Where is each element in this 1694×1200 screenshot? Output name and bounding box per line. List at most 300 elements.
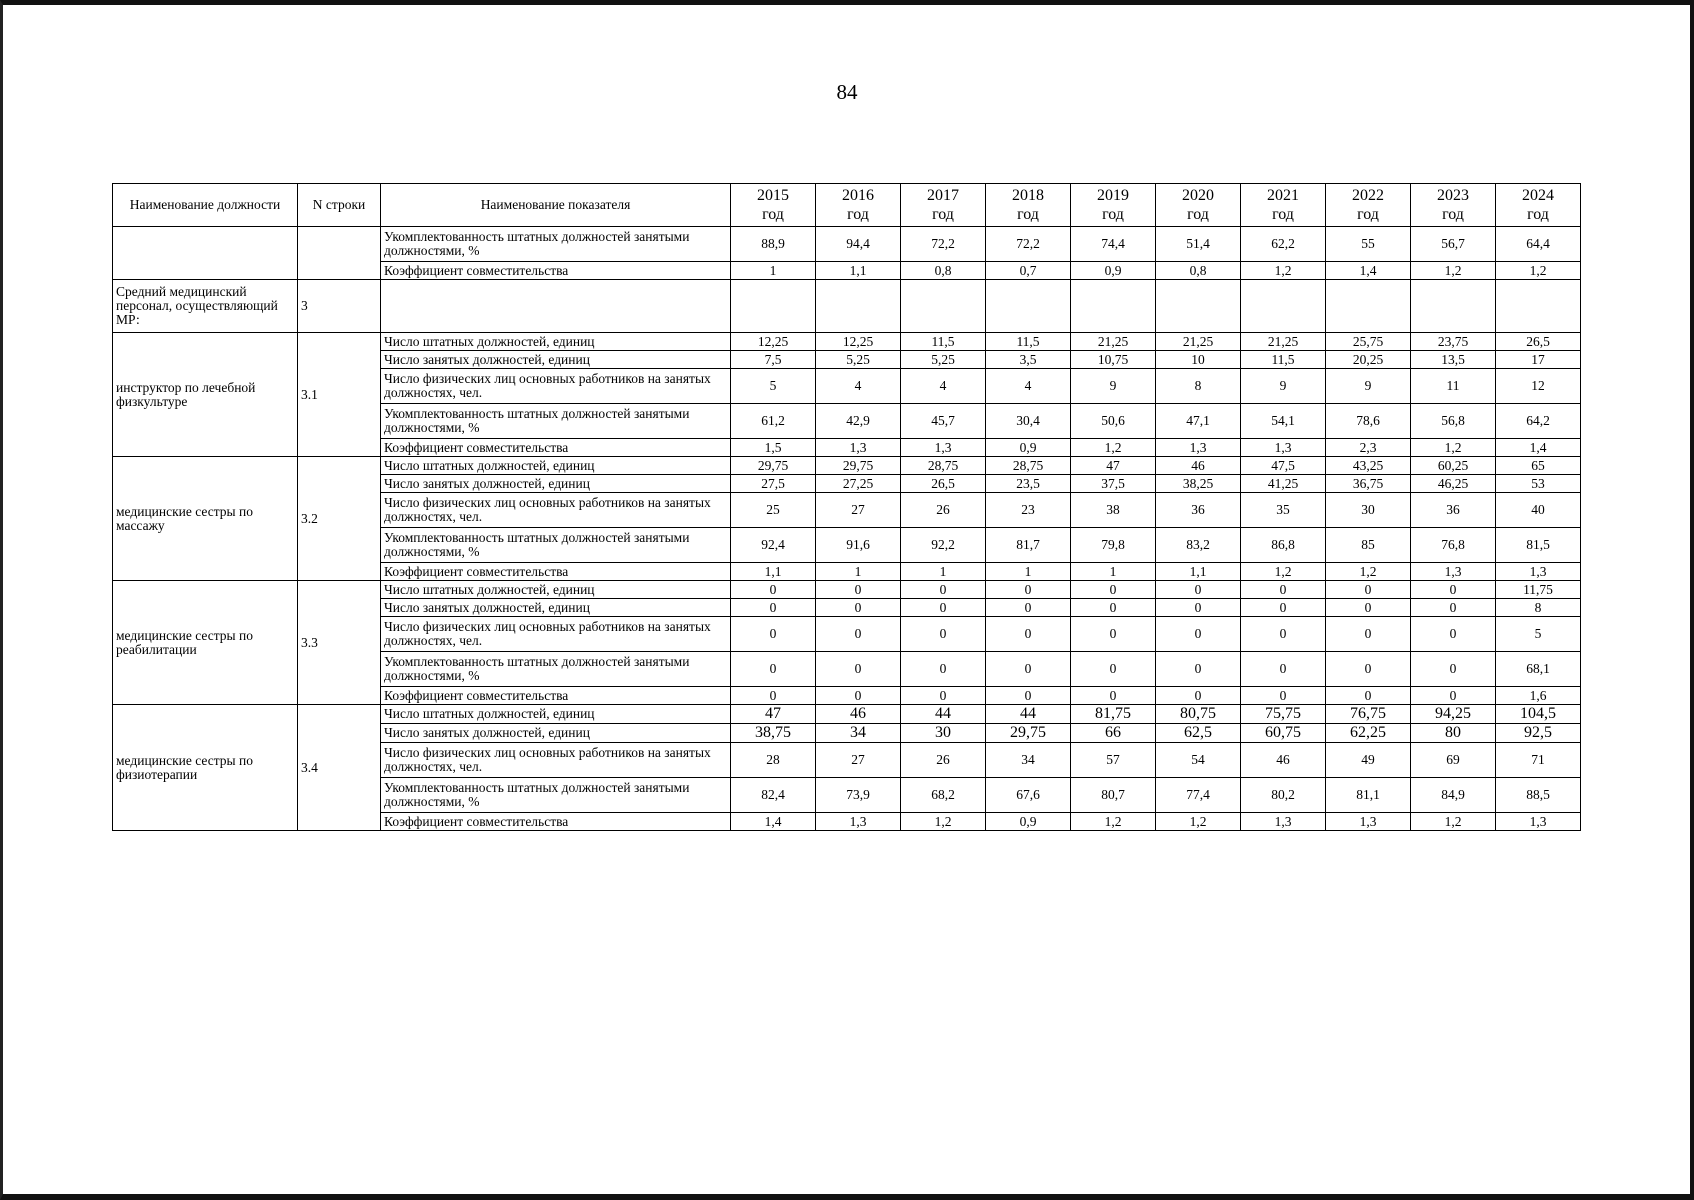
value-cell-2015: 12,25	[731, 333, 816, 351]
value-cell-2017: 26,5	[901, 475, 986, 493]
value-cell-2023	[1411, 280, 1496, 333]
header-year-value: 2015	[757, 186, 789, 204]
value-cell-2017: 5,25	[901, 351, 986, 369]
value-cell-2019: 0	[1071, 617, 1156, 652]
value-cell-2015: 0	[731, 581, 816, 599]
value-cell-2018	[986, 280, 1071, 333]
value-cell-2018: 3,5	[986, 351, 1071, 369]
position-cell: инструктор по лечебной физкультуре	[113, 333, 298, 457]
value-cell-2024: 71	[1496, 743, 1581, 778]
header-year-unit: год	[932, 206, 954, 223]
value-cell-2015: 92,4	[731, 528, 816, 563]
value-cell-2016: 27	[816, 743, 901, 778]
value-cell-2020: 62,5	[1156, 724, 1241, 743]
indicator-cell	[381, 280, 731, 333]
value-cell-2019: 0	[1071, 687, 1156, 705]
value-cell-2018: 0	[986, 687, 1071, 705]
value-cell-2018: 4	[986, 369, 1071, 404]
value-cell-2020: 77,4	[1156, 778, 1241, 813]
value-cell-2019: 47	[1071, 457, 1156, 475]
value-cell-2024: 1,3	[1496, 563, 1581, 581]
value-cell-2021: 0	[1241, 581, 1326, 599]
value-cell-2023: 0	[1411, 617, 1496, 652]
value-cell-2019	[1071, 280, 1156, 333]
staffing-table	[112, 183, 1581, 831]
line-number-cell: 3.4	[298, 705, 381, 831]
value-cell-2018: 0,9	[986, 439, 1071, 457]
value-cell-2023: 1,2	[1411, 439, 1496, 457]
value-cell-2017: 4	[901, 369, 986, 404]
header-year-2019	[1071, 184, 1156, 227]
table-row	[113, 457, 1581, 475]
value-cell-2023: 11	[1411, 369, 1496, 404]
line-number-cell	[298, 227, 381, 280]
header-indicator: Наименование показателя	[381, 184, 731, 227]
value-cell-2020: 1,3	[1156, 439, 1241, 457]
value-cell-2019: 38	[1071, 493, 1156, 528]
value-cell-2017: 0,8	[901, 262, 986, 280]
value-cell-2022: 85	[1326, 528, 1411, 563]
header-year-value: 2019	[1097, 186, 1129, 204]
header-year-value: 2017	[927, 186, 959, 204]
value-cell-2022: 62,25	[1326, 724, 1411, 743]
value-cell-2020: 21,25	[1156, 333, 1241, 351]
value-cell-2024: 5	[1496, 617, 1581, 652]
value-cell-2017: 0	[901, 599, 986, 617]
indicator-cell: Число штатных должностей, единиц	[381, 333, 731, 351]
indicator-cell: Число штатных должностей, единиц	[381, 457, 731, 475]
value-cell-2015: 38,75	[731, 724, 816, 743]
value-cell-2023: 46,25	[1411, 475, 1496, 493]
value-cell-2019: 80,7	[1071, 778, 1156, 813]
header-position: Наименование должности	[113, 184, 298, 227]
table-row	[113, 705, 1581, 724]
value-cell-2024: 17	[1496, 351, 1581, 369]
value-cell-2019: 0	[1071, 581, 1156, 599]
value-cell-2018: 0,9	[986, 813, 1071, 831]
value-cell-2020: 38,25	[1156, 475, 1241, 493]
value-cell-2017: 72,2	[901, 227, 986, 262]
table-row	[113, 227, 1581, 262]
value-cell-2022: 43,25	[1326, 457, 1411, 475]
value-cell-2017: 26	[901, 743, 986, 778]
value-cell-2018: 0	[986, 581, 1071, 599]
value-cell-2022: 1,3	[1326, 813, 1411, 831]
value-cell-2017: 68,2	[901, 778, 986, 813]
indicator-cell: Коэффициент совместительства	[381, 439, 731, 457]
value-cell-2015	[731, 280, 816, 333]
value-cell-2023: 1,3	[1411, 563, 1496, 581]
header-year-2024	[1496, 184, 1581, 227]
header-year-2015	[731, 184, 816, 227]
value-cell-2020: 1,1	[1156, 563, 1241, 581]
header-year-2020	[1156, 184, 1241, 227]
value-cell-2016: 1	[816, 563, 901, 581]
value-cell-2024: 11,75	[1496, 581, 1581, 599]
value-cell-2016: 42,9	[816, 404, 901, 439]
value-cell-2021: 54,1	[1241, 404, 1326, 439]
header-year-unit: год	[1527, 206, 1549, 223]
header-year-value: 2022	[1352, 186, 1384, 204]
value-cell-2019: 0	[1071, 652, 1156, 687]
value-cell-2021: 35	[1241, 493, 1326, 528]
value-cell-2023: 0	[1411, 687, 1496, 705]
value-cell-2023: 56,7	[1411, 227, 1496, 262]
value-cell-2023: 60,25	[1411, 457, 1496, 475]
value-cell-2021: 62,2	[1241, 227, 1326, 262]
value-cell-2018: 0	[986, 599, 1071, 617]
value-cell-2016: 5,25	[816, 351, 901, 369]
value-cell-2024: 1,4	[1496, 439, 1581, 457]
value-cell-2017	[901, 280, 986, 333]
value-cell-2015: 82,4	[731, 778, 816, 813]
value-cell-2021: 80,2	[1241, 778, 1326, 813]
value-cell-2024: 40	[1496, 493, 1581, 528]
value-cell-2019: 74,4	[1071, 227, 1156, 262]
header-year-unit: год	[1442, 206, 1464, 223]
value-cell-2024: 8	[1496, 599, 1581, 617]
value-cell-2022: 1,2	[1326, 563, 1411, 581]
value-cell-2024: 68,1	[1496, 652, 1581, 687]
value-cell-2015: 47	[731, 705, 816, 724]
value-cell-2019: 37,5	[1071, 475, 1156, 493]
value-cell-2022: 20,25	[1326, 351, 1411, 369]
value-cell-2021: 0	[1241, 652, 1326, 687]
value-cell-2020: 1,2	[1156, 813, 1241, 831]
value-cell-2017: 30	[901, 724, 986, 743]
table-header	[113, 184, 1581, 227]
value-cell-2018: 1	[986, 563, 1071, 581]
position-cell: медицинские сестры по физиотерапии	[113, 705, 298, 831]
value-cell-2021: 1,3	[1241, 439, 1326, 457]
header-year-value: 2018	[1012, 186, 1044, 204]
value-cell-2019: 0,9	[1071, 262, 1156, 280]
value-cell-2016: 34	[816, 724, 901, 743]
line-number-cell: 3	[298, 280, 381, 333]
value-cell-2020: 0	[1156, 581, 1241, 599]
value-cell-2016: 27,25	[816, 475, 901, 493]
value-cell-2022: 76,75	[1326, 705, 1411, 724]
indicator-cell: Укомплектованность штатных должностей занятыми должностями, %	[381, 652, 731, 687]
value-cell-2018: 0,7	[986, 262, 1071, 280]
value-cell-2023: 84,9	[1411, 778, 1496, 813]
value-cell-2024: 1,2	[1496, 262, 1581, 280]
value-cell-2017: 44	[901, 705, 986, 724]
value-cell-2015: 61,2	[731, 404, 816, 439]
value-cell-2016: 1,3	[816, 439, 901, 457]
value-cell-2024: 81,5	[1496, 528, 1581, 563]
value-cell-2019: 1,2	[1071, 439, 1156, 457]
indicator-cell: Число физических лиц основных работников на занятых должностях, чел.	[381, 617, 731, 652]
value-cell-2018: 67,6	[986, 778, 1071, 813]
value-cell-2021: 0	[1241, 617, 1326, 652]
header-line-no: N строки	[298, 184, 381, 227]
indicator-cell: Коэффициент совместительства	[381, 262, 731, 280]
value-cell-2024: 104,5	[1496, 705, 1581, 724]
indicator-cell: Число физических лиц основных работников на занятых должностях, чел.	[381, 369, 731, 404]
value-cell-2022: 30	[1326, 493, 1411, 528]
table-row	[113, 333, 1581, 351]
value-cell-2021: 41,25	[1241, 475, 1326, 493]
value-cell-2016: 0	[816, 617, 901, 652]
value-cell-2023: 69	[1411, 743, 1496, 778]
value-cell-2023: 80	[1411, 724, 1496, 743]
value-cell-2018: 34	[986, 743, 1071, 778]
value-cell-2015: 0	[731, 599, 816, 617]
value-cell-2021: 0	[1241, 599, 1326, 617]
value-cell-2017: 0	[901, 652, 986, 687]
line-number-cell: 3.1	[298, 333, 381, 457]
position-cell: медицинские сестры по массажу	[113, 457, 298, 581]
indicator-cell: Число штатных должностей, единиц	[381, 581, 731, 599]
header-year-value: 2016	[842, 186, 874, 204]
value-cell-2015: 1	[731, 262, 816, 280]
indicator-cell: Число физических лиц основных работников на занятых должностях, чел.	[381, 493, 731, 528]
value-cell-2016: 46	[816, 705, 901, 724]
value-cell-2021: 75,75	[1241, 705, 1326, 724]
value-cell-2020: 0	[1156, 652, 1241, 687]
value-cell-2015: 25	[731, 493, 816, 528]
value-cell-2020: 51,4	[1156, 227, 1241, 262]
value-cell-2021: 0	[1241, 687, 1326, 705]
value-cell-2020: 0	[1156, 687, 1241, 705]
value-cell-2018: 29,75	[986, 724, 1071, 743]
value-cell-2018: 30,4	[986, 404, 1071, 439]
value-cell-2016: 73,9	[816, 778, 901, 813]
value-cell-2022: 0	[1326, 617, 1411, 652]
value-cell-2021: 21,25	[1241, 333, 1326, 351]
value-cell-2021: 1,2	[1241, 563, 1326, 581]
value-cell-2016: 1,3	[816, 813, 901, 831]
value-cell-2016: 94,4	[816, 227, 901, 262]
header-year-2021	[1241, 184, 1326, 227]
table-row	[113, 581, 1581, 599]
value-cell-2020: 46	[1156, 457, 1241, 475]
value-cell-2021: 60,75	[1241, 724, 1326, 743]
value-cell-2024: 65	[1496, 457, 1581, 475]
value-cell-2017: 1	[901, 563, 986, 581]
value-cell-2019: 66	[1071, 724, 1156, 743]
value-cell-2015: 0	[731, 687, 816, 705]
value-cell-2016: 0	[816, 687, 901, 705]
value-cell-2022: 36,75	[1326, 475, 1411, 493]
value-cell-2022: 0	[1326, 581, 1411, 599]
value-cell-2015: 5	[731, 369, 816, 404]
header-year-value: 2020	[1182, 186, 1214, 204]
indicator-cell: Укомплектованность штатных должностей занятыми должностями, %	[381, 404, 731, 439]
value-cell-2019: 81,75	[1071, 705, 1156, 724]
value-cell-2019: 57	[1071, 743, 1156, 778]
value-cell-2016: 91,6	[816, 528, 901, 563]
value-cell-2019: 0	[1071, 599, 1156, 617]
value-cell-2015: 27,5	[731, 475, 816, 493]
value-cell-2017: 0	[901, 581, 986, 599]
header-year-unit: год	[1102, 206, 1124, 223]
value-cell-2017: 1,3	[901, 439, 986, 457]
value-cell-2015: 28	[731, 743, 816, 778]
value-cell-2016: 29,75	[816, 457, 901, 475]
value-cell-2020	[1156, 280, 1241, 333]
value-cell-2016	[816, 280, 901, 333]
value-cell-2021: 11,5	[1241, 351, 1326, 369]
value-cell-2020: 80,75	[1156, 705, 1241, 724]
indicator-cell: Укомплектованность штатных должностей занятыми должностями, %	[381, 528, 731, 563]
indicator-cell: Число штатных должностей, единиц	[381, 705, 731, 724]
header-year-unit: год	[847, 206, 869, 223]
value-cell-2017: 28,75	[901, 457, 986, 475]
value-cell-2024: 92,5	[1496, 724, 1581, 743]
value-cell-2019: 9	[1071, 369, 1156, 404]
value-cell-2024: 1,6	[1496, 687, 1581, 705]
value-cell-2020: 54	[1156, 743, 1241, 778]
value-cell-2021: 9	[1241, 369, 1326, 404]
value-cell-2019: 1,2	[1071, 813, 1156, 831]
value-cell-2024: 12	[1496, 369, 1581, 404]
value-cell-2019: 10,75	[1071, 351, 1156, 369]
value-cell-2015: 0	[731, 617, 816, 652]
indicator-cell: Коэффициент совместительства	[381, 687, 731, 705]
value-cell-2022: 0	[1326, 652, 1411, 687]
indicator-cell: Укомплектованность штатных должностей занятыми должностями, %	[381, 778, 731, 813]
value-cell-2020: 0,8	[1156, 262, 1241, 280]
table-row	[113, 280, 1581, 333]
value-cell-2019: 79,8	[1071, 528, 1156, 563]
header-year-unit: год	[1272, 206, 1294, 223]
value-cell-2018: 0	[986, 617, 1071, 652]
value-cell-2022: 1,4	[1326, 262, 1411, 280]
line-number-cell: 3.2	[298, 457, 381, 581]
value-cell-2021: 46	[1241, 743, 1326, 778]
value-cell-2018: 44	[986, 705, 1071, 724]
value-cell-2020: 36	[1156, 493, 1241, 528]
value-cell-2023: 76,8	[1411, 528, 1496, 563]
value-cell-2018: 81,7	[986, 528, 1071, 563]
header-year-2017	[901, 184, 986, 227]
header-year-value: 2024	[1522, 186, 1554, 204]
value-cell-2018: 23,5	[986, 475, 1071, 493]
value-cell-2016: 4	[816, 369, 901, 404]
value-cell-2019: 1	[1071, 563, 1156, 581]
value-cell-2021	[1241, 280, 1326, 333]
value-cell-2020: 83,2	[1156, 528, 1241, 563]
value-cell-2015: 1,1	[731, 563, 816, 581]
indicator-cell: Число занятых должностей, единиц	[381, 599, 731, 617]
value-cell-2021: 86,8	[1241, 528, 1326, 563]
value-cell-2017: 1,2	[901, 813, 986, 831]
value-cell-2015: 0	[731, 652, 816, 687]
value-cell-2022: 55	[1326, 227, 1411, 262]
indicator-cell: Коэффициент совместительства	[381, 813, 731, 831]
value-cell-2015: 1,5	[731, 439, 816, 457]
indicator-cell: Число занятых должностей, единиц	[381, 724, 731, 743]
header-year-unit: год	[1187, 206, 1209, 223]
table-body	[113, 227, 1581, 831]
position-cell	[113, 227, 298, 280]
value-cell-2022: 49	[1326, 743, 1411, 778]
value-cell-2022: 78,6	[1326, 404, 1411, 439]
value-cell-2023: 1,2	[1411, 813, 1496, 831]
value-cell-2024: 53	[1496, 475, 1581, 493]
value-cell-2024: 64,4	[1496, 227, 1581, 262]
value-cell-2021: 47,5	[1241, 457, 1326, 475]
value-cell-2015: 88,9	[731, 227, 816, 262]
position-cell: медицинские сестры по реабилитации	[113, 581, 298, 705]
header-year-unit: год	[1017, 206, 1039, 223]
value-cell-2024: 88,5	[1496, 778, 1581, 813]
value-cell-2017: 26	[901, 493, 986, 528]
value-cell-2024: 64,2	[1496, 404, 1581, 439]
value-cell-2017: 0	[901, 617, 986, 652]
value-cell-2016: 1,1	[816, 262, 901, 280]
value-cell-2022	[1326, 280, 1411, 333]
page-number: 84	[836, 80, 858, 104]
value-cell-2020: 0	[1156, 599, 1241, 617]
header-year-value: 2023	[1437, 186, 1469, 204]
indicator-cell: Число занятых должностей, единиц	[381, 351, 731, 369]
value-cell-2020: 10	[1156, 351, 1241, 369]
header-year-2018	[986, 184, 1071, 227]
line-number-cell: 3.3	[298, 581, 381, 705]
header-year-2023	[1411, 184, 1496, 227]
value-cell-2018: 72,2	[986, 227, 1071, 262]
value-cell-2017: 45,7	[901, 404, 986, 439]
header-year-unit: год	[762, 206, 784, 223]
value-cell-2023: 1,2	[1411, 262, 1496, 280]
value-cell-2017: 11,5	[901, 333, 986, 351]
value-cell-2020: 47,1	[1156, 404, 1241, 439]
value-cell-2021: 1,3	[1241, 813, 1326, 831]
value-cell-2016: 0	[816, 652, 901, 687]
value-cell-2024: 26,5	[1496, 333, 1581, 351]
value-cell-2022: 9	[1326, 369, 1411, 404]
value-cell-2022: 25,75	[1326, 333, 1411, 351]
value-cell-2018: 23	[986, 493, 1071, 528]
value-cell-2018: 0	[986, 652, 1071, 687]
value-cell-2022: 0	[1326, 599, 1411, 617]
header-year-2022	[1326, 184, 1411, 227]
value-cell-2023: 0	[1411, 599, 1496, 617]
value-cell-2019: 50,6	[1071, 404, 1156, 439]
value-cell-2023: 0	[1411, 652, 1496, 687]
value-cell-2019: 21,25	[1071, 333, 1156, 351]
value-cell-2023: 36	[1411, 493, 1496, 528]
value-cell-2024	[1496, 280, 1581, 333]
value-cell-2016: 27	[816, 493, 901, 528]
value-cell-2022: 0	[1326, 687, 1411, 705]
indicator-cell: Коэффициент совместительства	[381, 563, 731, 581]
value-cell-2015: 1,4	[731, 813, 816, 831]
value-cell-2023: 0	[1411, 581, 1496, 599]
value-cell-2018: 11,5	[986, 333, 1071, 351]
value-cell-2023: 56,8	[1411, 404, 1496, 439]
value-cell-2023: 23,75	[1411, 333, 1496, 351]
value-cell-2023: 94,25	[1411, 705, 1496, 724]
indicator-cell: Число занятых должностей, единиц	[381, 475, 731, 493]
value-cell-2016: 0	[816, 599, 901, 617]
header-year-2016	[816, 184, 901, 227]
value-cell-2020: 0	[1156, 617, 1241, 652]
value-cell-2022: 81,1	[1326, 778, 1411, 813]
value-cell-2020: 8	[1156, 369, 1241, 404]
value-cell-2016: 12,25	[816, 333, 901, 351]
value-cell-2017: 92,2	[901, 528, 986, 563]
value-cell-2022: 2,3	[1326, 439, 1411, 457]
indicator-cell: Число физических лиц основных работников на занятых должностях, чел.	[381, 743, 731, 778]
value-cell-2023: 13,5	[1411, 351, 1496, 369]
header-year-unit: год	[1357, 206, 1379, 223]
value-cell-2016: 0	[816, 581, 901, 599]
value-cell-2017: 0	[901, 687, 986, 705]
